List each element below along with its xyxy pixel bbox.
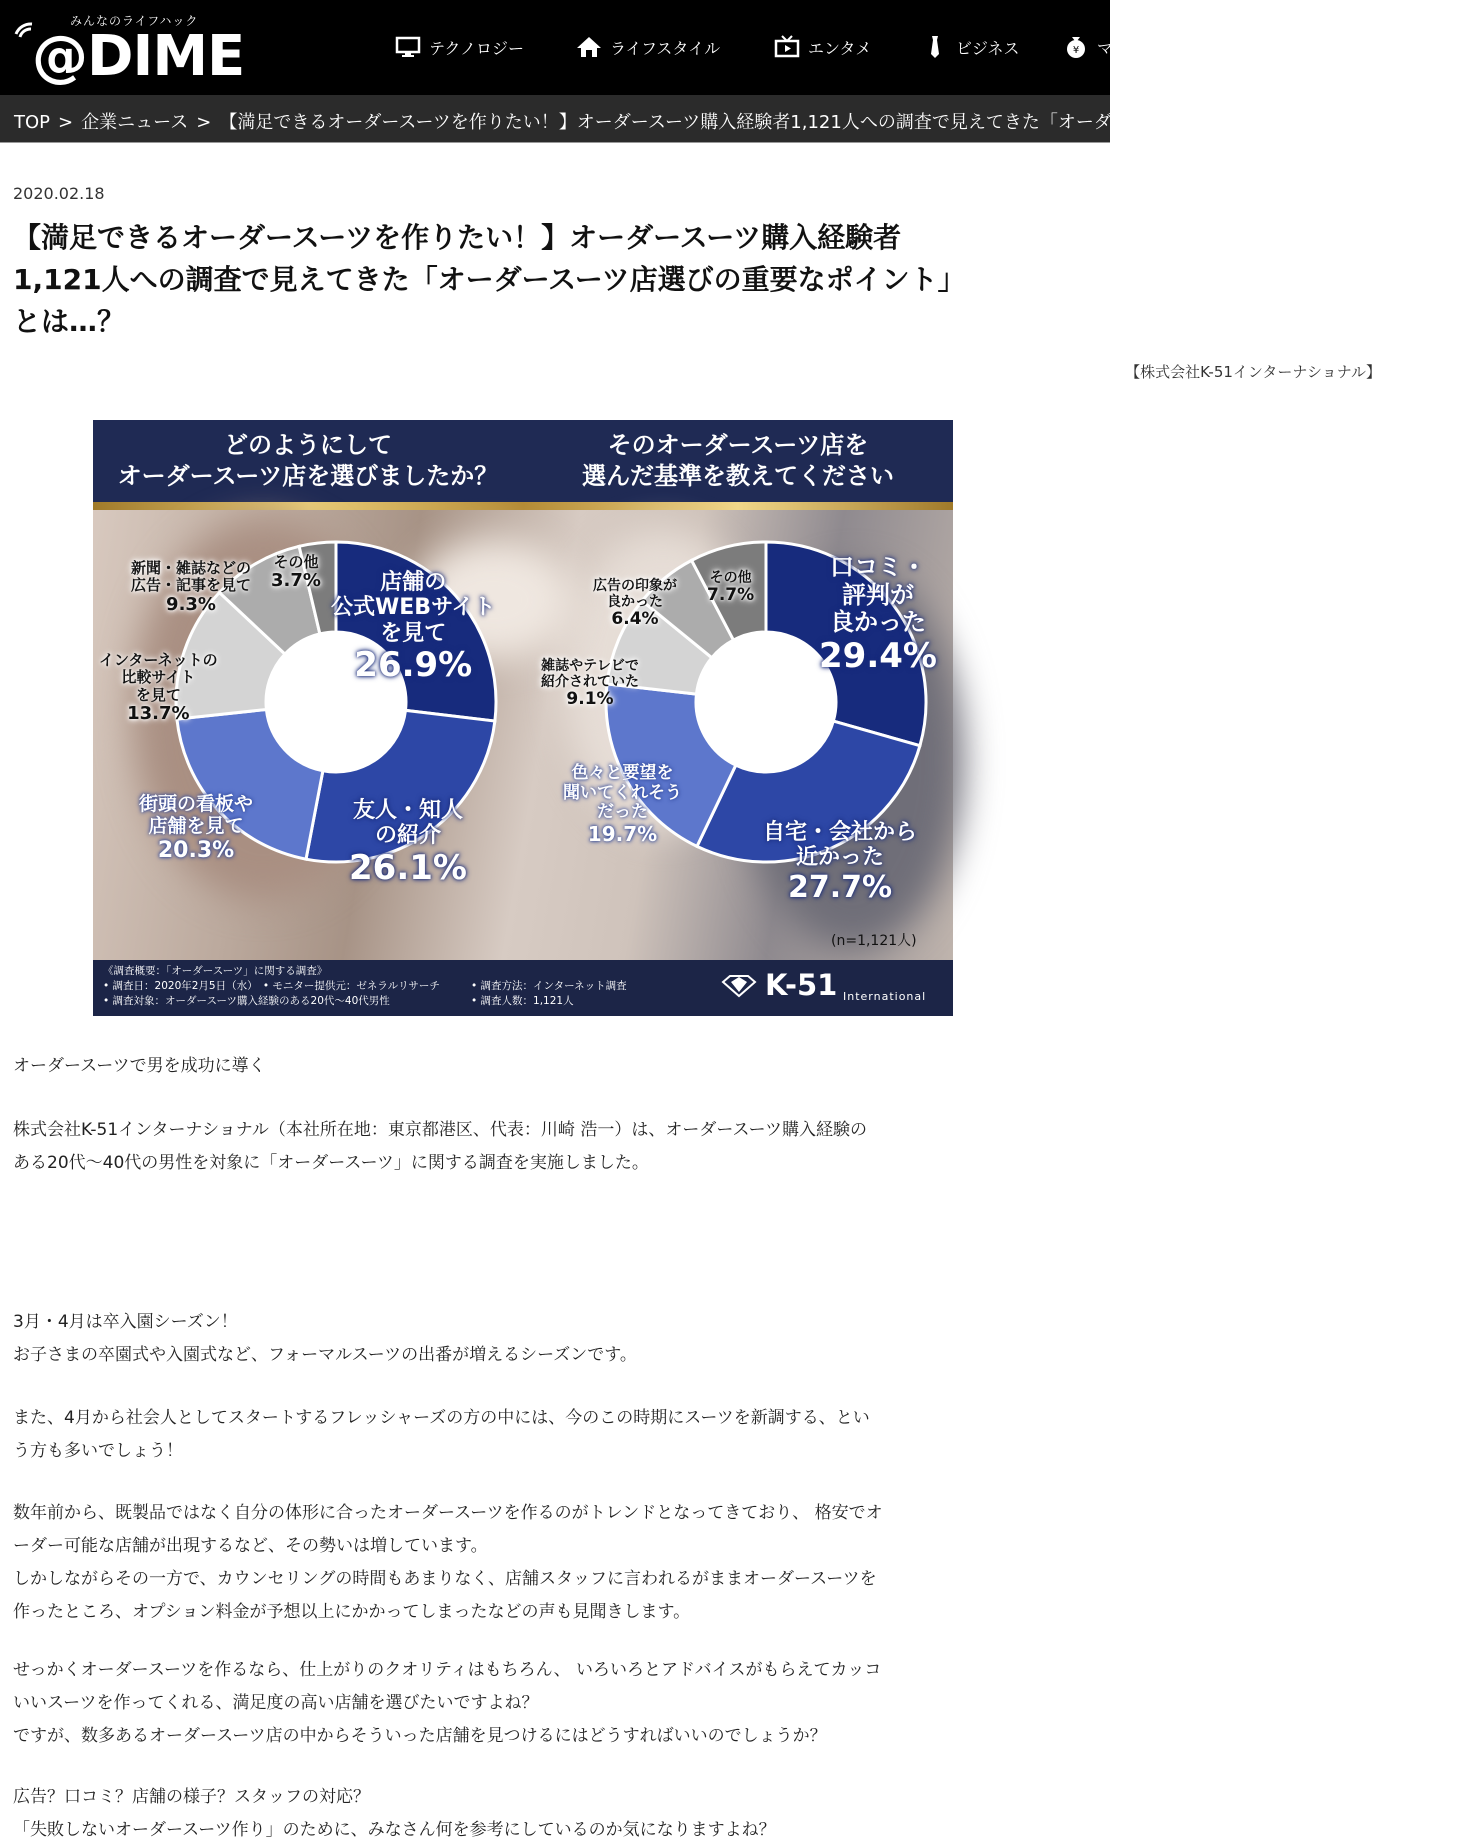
breadcrumb-current: 【満足できるオーダースーツを作りたい！】オーダースーツ購入経験者1,121人への調査で見えてきた「オーダースーツ店選びの重要なポイント」とは…？ <box>219 112 1469 133</box>
body-line: 数年前から、既製品ではなく自分の体形に合ったオーダースーツを作るのがトレンドとなってきており、 格安でオ <box>13 1503 883 1523</box>
chart1-label-1 <box>349 798 467 888</box>
chart2-label-3 <box>541 658 639 710</box>
chart1-label-2-line: 街頭の看板や <box>139 793 254 815</box>
body-line: しかしながらその一方で、カウンセリングの時間もあまりなく、店舗スタッフに言われるがままオーダースーツを <box>13 1569 877 1589</box>
nav-entertainment[interactable] <box>774 34 871 60</box>
chart2-label-1-line: 近かった <box>796 845 885 871</box>
chart2-label-5 <box>707 570 754 606</box>
chart1-label-4 <box>131 560 251 615</box>
chart2-label-4 <box>593 578 677 630</box>
site-logo[interactable] <box>12 6 245 90</box>
chart1-label-3-line: インターネットの <box>99 651 218 669</box>
article-date: 2020.02.18 <box>13 184 105 203</box>
survey-note <box>471 964 627 979</box>
body-paragraph <box>13 1306 1033 1372</box>
right-question-line: そのオーダースーツ店を <box>607 431 869 459</box>
chart1-label-3-line: 比較サイト <box>121 668 196 687</box>
monitor-icon <box>395 35 421 59</box>
chart2-label-2-line: 聞いてくれそう <box>563 782 682 803</box>
chart2-center-hole <box>696 632 836 772</box>
tv-icon <box>774 35 800 59</box>
nav-label: テクノロジー <box>429 38 525 58</box>
chart2-label-3-line: 雑誌やテレビで <box>541 658 639 674</box>
survey-note: • 調査人数：1,121人 <box>471 995 574 1007</box>
chart1-label-4-line: 新聞・雑誌などの <box>131 559 252 577</box>
chart1-label-0-line: 店舗の <box>380 570 447 595</box>
svg-text:¥: ¥ <box>1072 45 1080 56</box>
chart2-label-0-line: 評判が <box>841 580 914 609</box>
chart1-label-0 <box>331 570 496 685</box>
sample-size-note: (n=1,121人) <box>831 933 917 949</box>
chart1-label-0-line: 公式WEBサイト <box>331 595 496 621</box>
body-line: いいスーツを作ってくれる、満足度の高い店舗を選びたいですよね？ <box>13 1693 539 1713</box>
survey-note: • 調査方法：インターネット調査 <box>471 980 627 992</box>
chart2-label-1-line: 自宅・会社から <box>763 820 918 845</box>
chart1-value-0: 26.9% <box>354 644 473 685</box>
body-line: ーダー可能な店舗が出現するなど、その勢いは増しています。 <box>13 1536 488 1556</box>
survey-note: • 調査対象：オーダースーツ購入経験のある20代〜40代男性 <box>103 995 390 1007</box>
chart1-label-3-line: を見て <box>135 685 181 704</box>
chart2-label-4-line: 良かった <box>607 594 663 611</box>
body-line: 3月・4月は卒入園シーズン！ <box>13 1312 238 1332</box>
brand-diamond-icon <box>721 974 757 998</box>
chart1-value-4: 9.3% <box>166 593 216 615</box>
survey-note: • 調査日：2020年2月5日（水） • モニター提供元：ゼネラルリサーチ <box>103 980 440 992</box>
chart1-value-3: 13.7% <box>127 702 190 724</box>
chart2-value-3: 9.1% <box>566 689 614 710</box>
left-question-line: どのようにして <box>224 431 392 459</box>
article-title <box>13 217 1023 343</box>
donut-charts <box>93 420 953 1016</box>
nav-business[interactable] <box>922 34 1020 60</box>
chart2-label-1 <box>763 820 917 905</box>
body-line: 作ったところ、オプション料金が予想以上にかかってしまったなどの声も見聞きします。 <box>13 1602 691 1622</box>
body-line: ある20代〜40代の男性を対象に「オーダースーツ」に関する調査を実施しました。 <box>13 1153 649 1173</box>
nav-label: マ <box>1097 38 1114 58</box>
body-paragraph <box>13 1402 1033 1468</box>
chart1-label-5-line: その他 <box>273 553 319 571</box>
infographic-footer <box>93 960 953 1016</box>
nav-label: エンタメ <box>808 38 872 58</box>
title-line: とは…？ <box>13 305 126 338</box>
brand-subtitle: International <box>843 990 927 1003</box>
body-line: オーダースーツで男を成功に導く <box>13 1056 266 1076</box>
company-name: 【株式会社K-51インターナショナル】 <box>1125 363 1381 381</box>
chart1-value-2: 20.3% <box>157 837 235 863</box>
site-header <box>0 0 1114 95</box>
brand-name: K-51 <box>765 968 838 1002</box>
chart2-label-4-line: 広告の印象が <box>593 578 677 594</box>
body-line: 「失敗しないオーダースーツ作り」のために、みなさん何を参考にしているのか気になりますよね？ <box>13 1820 776 1840</box>
chart2-value-1: 27.7% <box>787 869 893 905</box>
nav-lifestyle[interactable] <box>576 34 720 60</box>
necktie-icon <box>922 35 948 59</box>
body-line: 株式会社K-51インターナショナル（本社所在地：東京都港区、代表：川崎 浩一）は、オーダースーツ購入経験の <box>13 1120 867 1140</box>
body-line: お子さまの卒園式や入園式など、フォーマルスーツの出番が増えるシーズンです。 <box>13 1345 637 1365</box>
chart2-label-2-line: 色々と要望を <box>571 763 674 783</box>
chart2-label-5-line: その他 <box>709 570 752 586</box>
nav-label: ビジネス <box>956 38 1020 58</box>
breadcrumb-separator: > <box>58 112 74 133</box>
body-paragraph <box>13 1781 1033 1847</box>
chart2-label-3-line: 紹介されていた <box>541 674 639 691</box>
body-paragraph <box>13 1114 1033 1180</box>
chart1-label-3 <box>99 652 218 724</box>
title-line: 1,121人への調査で見えてきた「オーダースーツ店選びの重要なポイント」 <box>13 263 966 296</box>
chart1-label-0-line: を見て <box>380 620 447 646</box>
body-line: 広告？口コミ？店舗の様子？スタッフの対応？ <box>13 1787 370 1807</box>
chart1-label-1-line: 友人・知人 <box>352 798 463 823</box>
chart1-label-2-line: 店舗を見て <box>148 814 244 837</box>
chart2-label-0-line: 口コミ・ <box>829 553 926 581</box>
chart2-label-0 <box>819 554 937 676</box>
chart2-value-0: 29.4% <box>819 635 937 676</box>
chart2-label-0-line: 良かった <box>829 608 926 637</box>
chart2-label-2 <box>563 764 682 846</box>
breadcrumb-category[interactable]: 企業ニュース <box>81 112 189 133</box>
body-line: また、4月から社会人としてスタートするフレッシャーズの方の中には、今のこの時期にスーツを新調する、とい <box>13 1408 870 1428</box>
breadcrumb-bar <box>0 95 1469 143</box>
nav-technology[interactable] <box>395 34 524 60</box>
breadcrumb-separator: > <box>196 112 212 133</box>
nav-label: ライフスタイル <box>610 38 721 58</box>
left-question-line: オーダースーツ店を選びましたか？ <box>117 462 499 490</box>
breadcrumb <box>14 108 1469 134</box>
logo-tagline: みんなのライフハック <box>70 14 199 28</box>
chart2-value-5: 7.7% <box>707 585 755 606</box>
body-paragraph <box>13 1497 1033 1629</box>
house-icon <box>576 35 602 59</box>
right-question-line: 選んだ基準を教えてください <box>582 462 894 490</box>
survey-note: 《調査概要：「オーダースーツ」に関する調査》 <box>103 965 328 977</box>
chart1-label-4-line: 広告・記事を見て <box>131 576 252 595</box>
money-bag-icon <box>1063 35 1089 59</box>
body-line: せっかくオーダースーツを作るなら、仕上がりのクオリティはもちろん、 いろいろとアドバイスがもらえてカッコ <box>13 1660 882 1680</box>
survey-notes-col2 <box>471 964 627 1009</box>
chart1-value-5: 3.7% <box>271 570 321 592</box>
breadcrumb-top[interactable]: TOP <box>14 112 51 133</box>
chart1-label-5 <box>271 554 321 592</box>
chart1-label-1-line: の紹介 <box>374 823 441 849</box>
chart2-value-4: 6.4% <box>611 609 659 630</box>
body-line: ですが、数多あるオーダースーツ店の中からそういった店舗を見つけるにはどうすればいいのでしょうか？ <box>13 1726 827 1746</box>
logo-wordmark: @DIME <box>32 24 245 89</box>
title-line: 【満足できるオーダースーツを作りたい！】オーダースーツ購入経験者 <box>13 221 902 254</box>
chart1-value-1: 26.1% <box>349 847 467 888</box>
body-line: う方も多いでしょう！ <box>13 1441 183 1461</box>
survey-infographic <box>93 420 953 1016</box>
body-paragraph <box>13 1050 1033 1083</box>
nav-money[interactable] <box>1063 34 1113 60</box>
body-paragraph <box>13 1654 1033 1753</box>
chart1-label-2 <box>139 794 253 863</box>
chart2-label-2-line: だった <box>597 802 648 823</box>
survey-notes-col1 <box>103 964 440 1009</box>
chart2-value-2: 19.7% <box>587 821 658 846</box>
